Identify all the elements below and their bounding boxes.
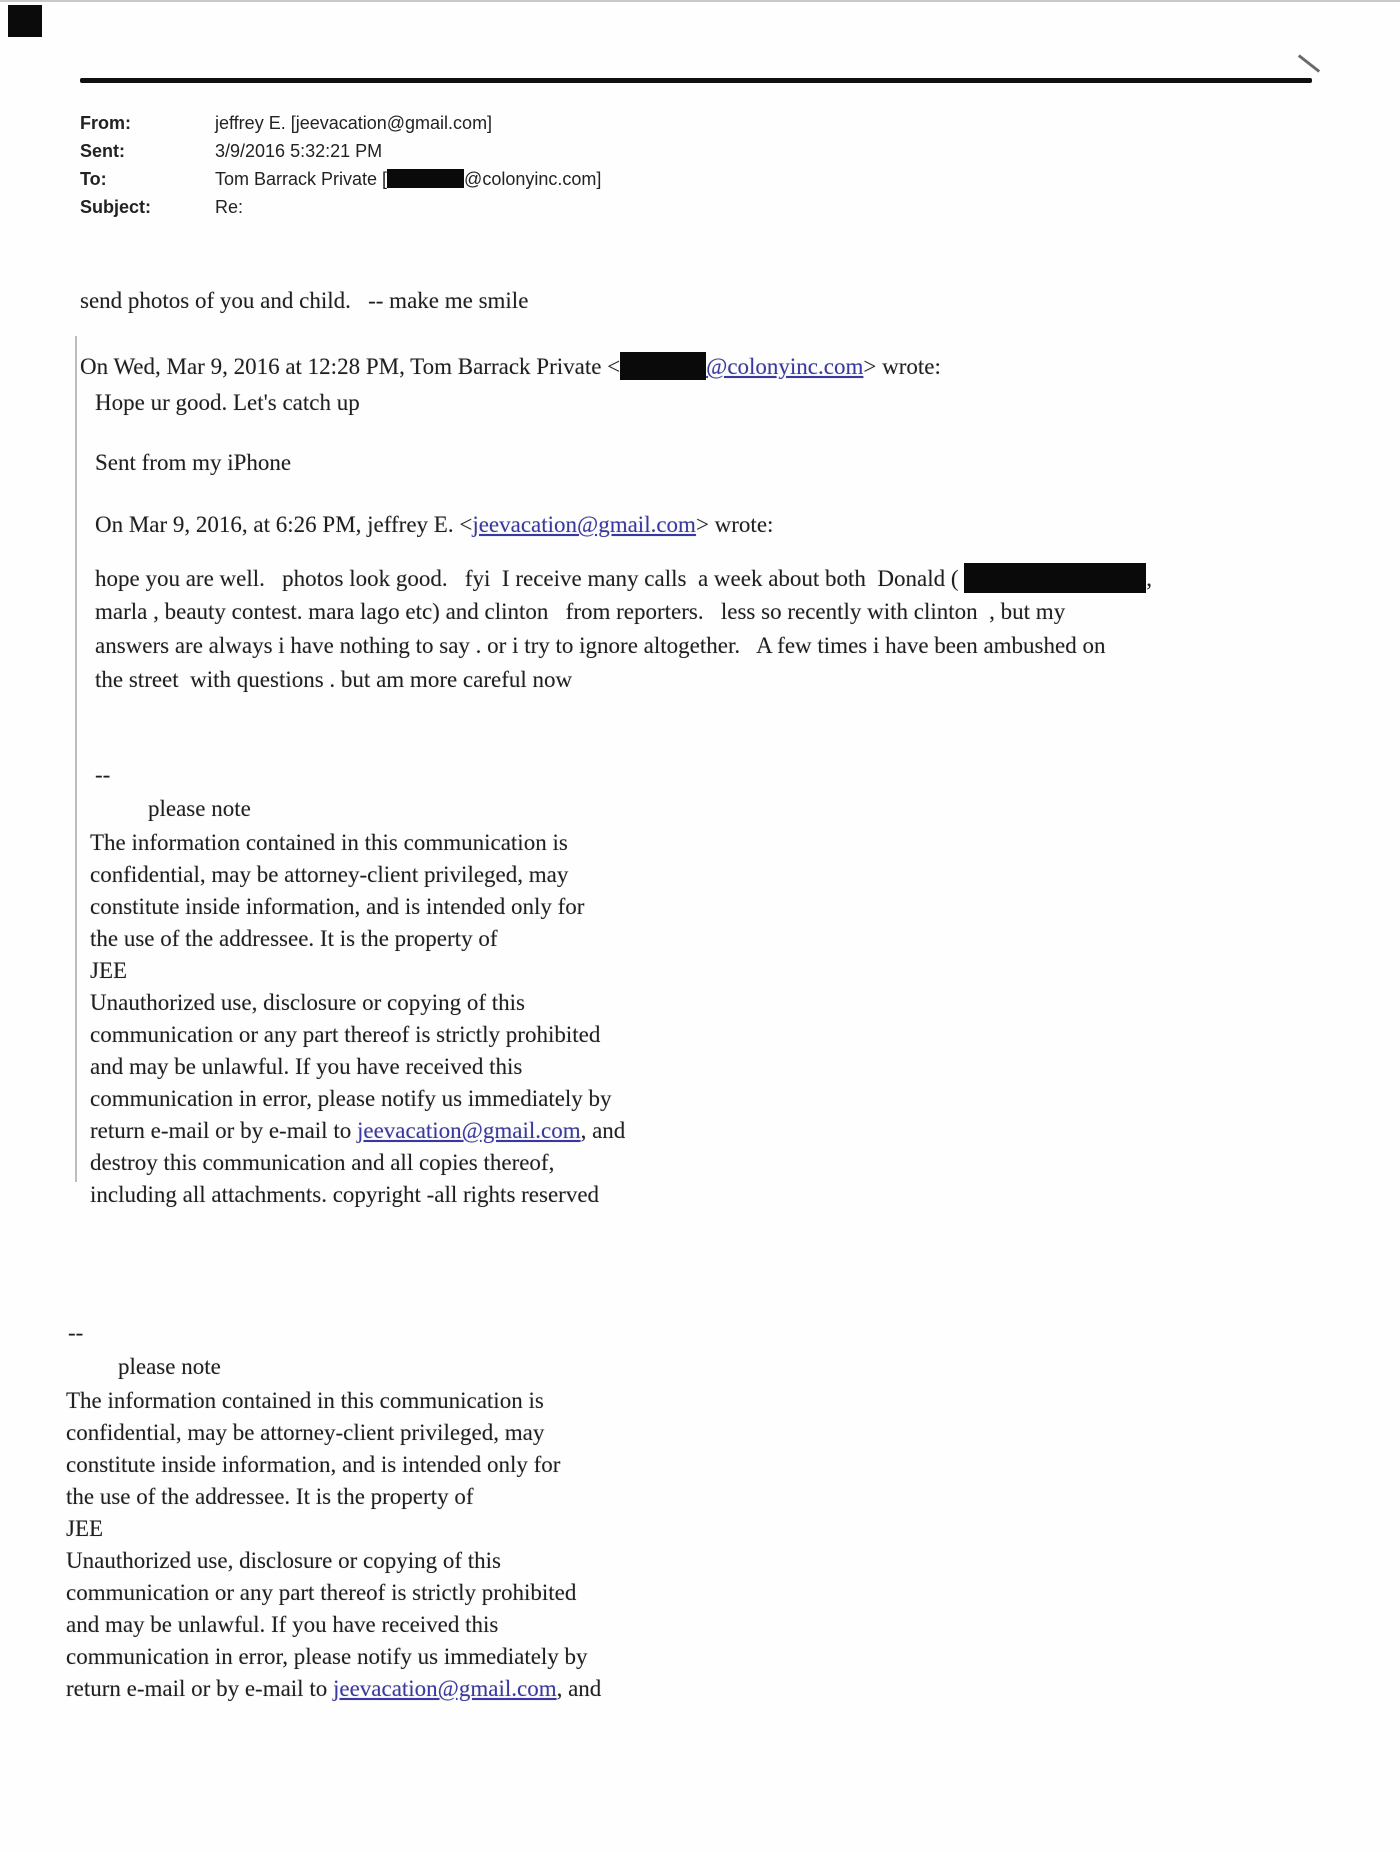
quote2-prefix: On Mar 9, 2016, at 6:26 PM, jeffrey E. < <box>95 512 473 537</box>
paragraph-line: marla , beauty contest. mara lago etc) and clinton from reporters. less so recently with clinton , but my <box>95 599 1066 624</box>
sent-value: 3/9/2016 5:32:21 PM <box>215 141 383 161</box>
redaction-bar <box>964 563 1146 593</box>
quote2-suffix: > wrote: <box>695 512 774 537</box>
signature-dashes: -- <box>95 762 111 787</box>
disclaimer-line: the use of the addressee. It is the property of <box>90 926 498 951</box>
quote1-attribution-line <box>80 352 941 382</box>
disclaimer-line: and may be unlawful. If you have received this <box>90 1054 523 1079</box>
disclaimer-heading: please note <box>118 1354 221 1379</box>
scan-corner-mark <box>8 5 42 37</box>
jeevacation-email-link[interactable]: jeevacation@gmail.com <box>356 1118 581 1143</box>
disclaimer-link-line <box>90 1116 625 1146</box>
quote2-attribution-line <box>95 510 773 540</box>
header-row-sent <box>80 140 382 162</box>
subject-value: Re: <box>215 197 244 217</box>
from-value: jeffrey E. [jeevacation@gmail.com] <box>215 113 493 133</box>
quote1-prefix: On Wed, Mar 9, 2016 at 12:28 PM, Tom Barrack Private < <box>80 354 621 379</box>
from-label: From: <box>80 113 131 133</box>
scan-top-edge <box>0 0 1400 2</box>
disclaimer-line: including all attachments. copyright -all rights reserved <box>90 1182 600 1207</box>
disclaimer-line: Unauthorized use, disclosure or copying of this <box>66 1548 501 1573</box>
disclaimer-line: JEE <box>66 1516 104 1541</box>
disclaimer-line: and may be unlawful. If you have received this <box>66 1612 499 1637</box>
disclaimer-line: the use of the addressee. It is the property of <box>66 1484 474 1509</box>
paragraph-line1-suffix: , <box>1146 566 1153 591</box>
disclaimer-line: confidential, may be attorney-client privileged, may <box>66 1420 545 1445</box>
disclaimer-line: communication or any part thereof is strictly prohibited <box>90 1022 601 1047</box>
colonyinc-email-link[interactable]: @colonyinc.com <box>706 354 864 379</box>
disclaimer-link-suffix: , and <box>556 1676 602 1701</box>
disclaimer-line: communication in error, please notify us immediately by <box>90 1086 612 1111</box>
jeevacation-email-link[interactable]: jeevacation@gmail.com <box>472 512 696 537</box>
paragraph-line <box>95 563 1152 594</box>
disclaimer-line: confidential, may be attorney-client privileged, may <box>90 862 569 887</box>
sent-label: Sent: <box>80 141 125 161</box>
to-value-suffix: @colonyinc.com] <box>464 169 602 189</box>
disclaimer-link-prefix: return e-mail or by e-mail to <box>66 1676 333 1701</box>
disclaimer-link-line <box>66 1674 601 1704</box>
to-label: To: <box>80 169 107 189</box>
paragraph-line: answers are always i have nothing to say . or i try to ignore altogether. A few times i have been ambushed on <box>95 633 1106 658</box>
disclaimer-line: communication in error, please notify us immediately by <box>66 1644 588 1669</box>
disclaimer-line: The information contained in this communication is <box>66 1388 544 1413</box>
disclaimer-line: destroy this communication and all copies thereof, <box>90 1150 555 1175</box>
quote1-message: Hope ur good. Let's catch up <box>95 390 360 415</box>
disclaimer-line: Unauthorized use, disclosure or copying of this <box>90 990 525 1015</box>
signature-dashes: -- <box>68 1320 84 1345</box>
disclaimer-line: The information contained in this communication is <box>90 830 568 855</box>
disclaimer-heading: please note <box>148 796 251 821</box>
jeevacation-email-link[interactable]: jeevacation@gmail.com <box>332 1676 557 1701</box>
sent-from-iphone-signature: Sent from my iPhone <box>95 450 292 475</box>
header-row-subject <box>80 196 243 218</box>
redaction-bar <box>620 352 706 380</box>
to-value-prefix: Tom Barrack Private [ <box>215 169 388 189</box>
disclaimer-line: JEE <box>90 958 128 983</box>
header-row-to <box>80 168 601 190</box>
subject-label: Subject: <box>80 197 152 217</box>
body-intro-line: send photos of you and child. -- make me smile <box>80 288 529 313</box>
header-divider-tick <box>1298 54 1320 72</box>
redaction-bar <box>387 169 464 188</box>
disclaimer-line: constitute inside information, and is intended only for <box>90 894 585 919</box>
header-row-from <box>80 112 492 134</box>
paragraph-line1-prefix: hope you are well. photos look good. fyi I receive many calls a week about both Donald ( <box>95 566 965 591</box>
header-divider-line <box>80 78 1312 83</box>
disclaimer-link-prefix: return e-mail or by e-mail to <box>90 1118 357 1143</box>
quote-indent-line <box>75 336 77 1182</box>
disclaimer-link-suffix: , and <box>580 1118 626 1143</box>
disclaimer-line: communication or any part thereof is strictly prohibited <box>66 1580 577 1605</box>
paragraph-line: the street with questions . but am more careful now <box>95 667 573 692</box>
disclaimer-line: constitute inside information, and is intended only for <box>66 1452 561 1477</box>
quote1-suffix: > wrote: <box>863 354 941 379</box>
